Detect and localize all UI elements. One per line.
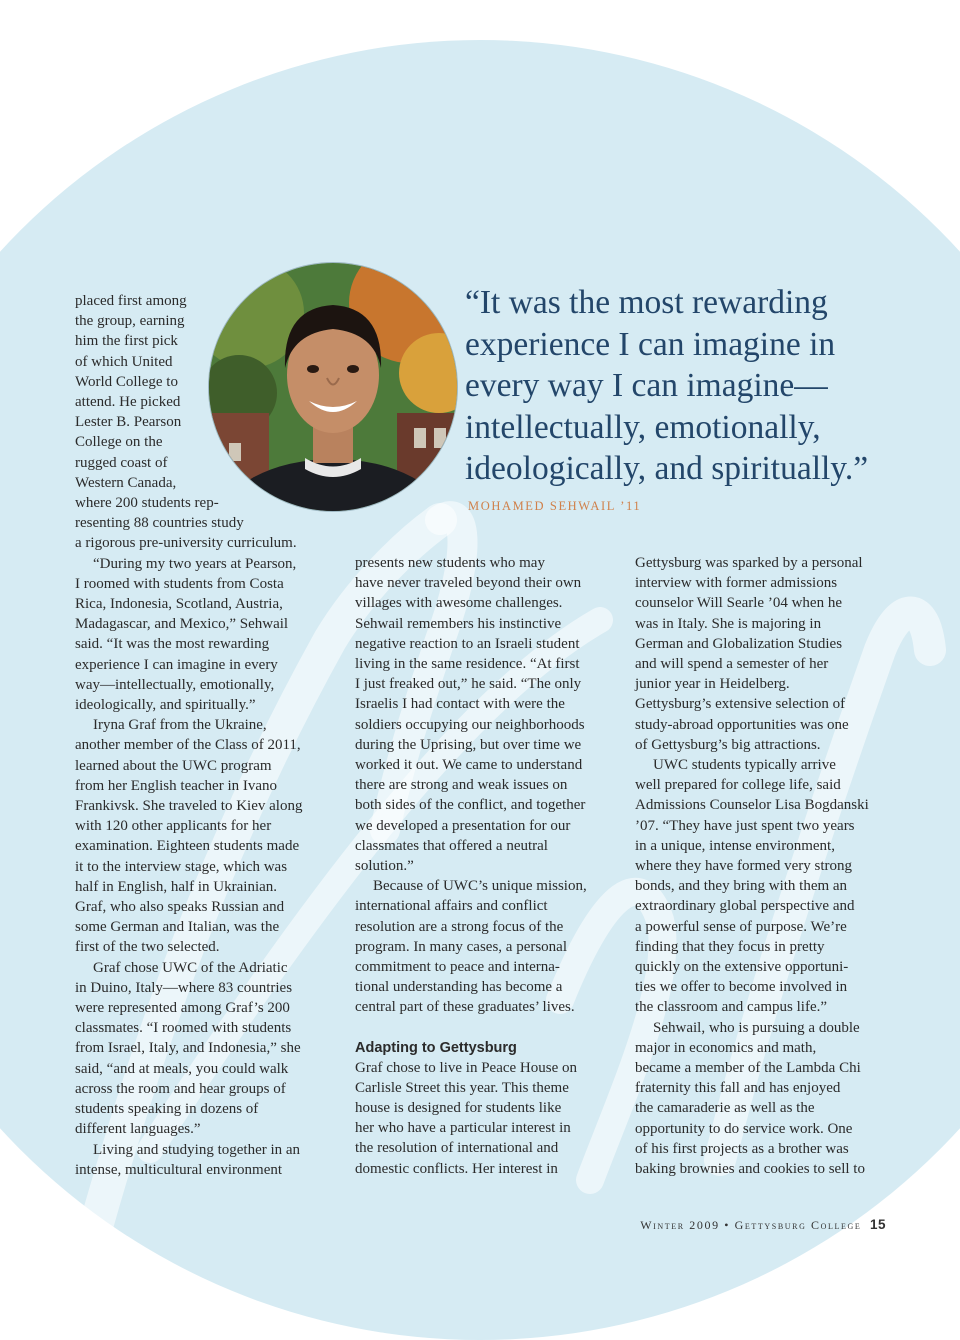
text-line: of his first projects as a brother was bbox=[635, 1140, 849, 1157]
text-line: bonds, and they bring with them an bbox=[635, 878, 848, 895]
column-3 bbox=[635, 553, 890, 1179]
text-line: another member of the Class of 2011, bbox=[75, 737, 301, 754]
text-line: placed first among bbox=[75, 293, 187, 309]
text-line: tional understanding has become a bbox=[355, 979, 563, 996]
text-line: her who have a particular interest in bbox=[355, 1120, 571, 1137]
text-line: UWC students typically arrive bbox=[653, 757, 836, 774]
text-line: the resolution of international and bbox=[355, 1140, 559, 1157]
text-line: opportunity to do service work. One bbox=[635, 1120, 853, 1137]
text-line: German and Globalization Studies bbox=[635, 635, 843, 652]
text-line: from Israel, Italy, and Indonesia,” she bbox=[75, 1040, 301, 1057]
text-line: worked it out. We came to understand bbox=[355, 757, 583, 774]
portrait-illustration bbox=[209, 263, 457, 511]
text-line: students speaking in dozens of bbox=[75, 1101, 259, 1118]
text-line: Gettysburg was sparked by a personal bbox=[635, 555, 863, 571]
text-line: junior year in Heidelberg. bbox=[635, 676, 790, 693]
text-line: counselor Will Searle ’04 when he bbox=[635, 595, 842, 612]
text-line: way—intellectually, emotionally, bbox=[75, 676, 275, 693]
text-line: in Duino, Italy—where 83 countries bbox=[75, 979, 293, 996]
text-line: baking brownies and cookies to sell to bbox=[635, 1161, 865, 1178]
column-1 bbox=[75, 493, 330, 1180]
text-line: domestic conflicts. Her interest in bbox=[355, 1160, 558, 1177]
text-line: presents new students who may bbox=[355, 555, 545, 571]
text-line: a rigorous pre-university curriculum. bbox=[75, 535, 297, 552]
text-line: Living and studying together in an bbox=[93, 1141, 301, 1158]
text-line: well prepared for college life, said bbox=[635, 777, 841, 794]
text-line: became a member of the Lambda Chi bbox=[635, 1060, 861, 1077]
text-line: it to the interview stage, which was bbox=[75, 858, 288, 875]
text-line: finding that they focus in pretty bbox=[635, 938, 825, 955]
text-line: Israelis I had contact with were the bbox=[355, 696, 565, 713]
column-2 bbox=[355, 553, 610, 1179]
pull-quote-line: ideologically, and spiritually.” bbox=[465, 450, 869, 487]
section-subhead: Adapting to Gettysburg bbox=[355, 1039, 517, 1056]
text-line: Lester B. Pearson bbox=[75, 414, 182, 431]
text-line: said, “and at meals, you could walk bbox=[75, 1060, 289, 1077]
text-line: with 120 other applicants for her bbox=[75, 818, 272, 835]
column-1-wrap bbox=[75, 291, 215, 493]
pull-quote-line: intellectually, emotionally, bbox=[465, 408, 821, 446]
text-line: both sides of the conflict, and together bbox=[355, 797, 586, 814]
page-footer bbox=[640, 1217, 886, 1233]
text-line: of Gettysburg’s big attractions. bbox=[635, 736, 821, 753]
text-line: Graf, who also speaks Russian and bbox=[75, 899, 285, 916]
text-line: ties we offer to become involved in bbox=[635, 979, 848, 996]
pull-quote-line: every way I can imagine— bbox=[465, 367, 828, 404]
text-line: Graf chose UWC of the Adriatic bbox=[93, 959, 288, 976]
text-line: central part of these graduates’ lives. bbox=[355, 999, 575, 1016]
text-line: half in English, half in Ukrainian. bbox=[75, 878, 278, 895]
text-line: Graf chose to live in Peace House on bbox=[355, 1059, 578, 1076]
text-line: said. “It was the most rewarding bbox=[75, 636, 270, 653]
text-line: rugged coast of bbox=[75, 454, 168, 471]
text-line: where 200 students rep- bbox=[75, 495, 219, 511]
text-line: resolution are a strong focus of the bbox=[355, 918, 564, 935]
text-line: house is designed for students like bbox=[355, 1100, 562, 1117]
text-line: study-abroad opportunities was one bbox=[635, 716, 849, 733]
text-line: in a unique, intense environment, bbox=[635, 837, 835, 854]
text-line: interview with former admissions bbox=[635, 575, 838, 592]
text-line: and will spend a semester of her bbox=[635, 656, 829, 673]
text-line: have never traveled beyond their own bbox=[355, 575, 582, 592]
text-line: resenting 88 countries study bbox=[75, 515, 244, 532]
text-line: was in Italy. She is majoring in bbox=[635, 615, 822, 632]
text-line: were represented among Graf’s 200 bbox=[75, 1000, 290, 1017]
text-line: attend. He picked bbox=[75, 394, 181, 411]
text-line: some German and Italian, was the bbox=[75, 919, 280, 936]
text-line: examination. Eighteen students made bbox=[75, 838, 300, 855]
page-number: 15 bbox=[869, 1217, 886, 1232]
text-line: Iryna Graf from the Ukraine, bbox=[93, 717, 267, 734]
text-line: where they have formed very strong bbox=[635, 858, 853, 875]
pull-quote-line: “It was the most rewarding bbox=[465, 284, 828, 321]
text-line: the group, earning bbox=[75, 313, 185, 330]
text-line: Carlisle Street this year. This theme bbox=[355, 1079, 569, 1096]
text-line: solution.” bbox=[355, 858, 414, 875]
text-line: Because of UWC’s unique mission, bbox=[373, 878, 587, 895]
text-line: ’07. “They have just spent two years bbox=[635, 817, 855, 834]
text-line: extraordinary global perspective and bbox=[635, 898, 855, 915]
text-line: “During my two years at Pearson, bbox=[93, 555, 297, 572]
text-line: Western Canada, bbox=[75, 474, 177, 491]
text-line: Sehwail remembers his instinctive bbox=[355, 615, 562, 632]
text-line: villages with awesome challenges. bbox=[355, 595, 563, 612]
text-line: from her English teacher in Ivano bbox=[75, 777, 278, 794]
text-line: quickly on the extensive opportuni- bbox=[635, 959, 849, 976]
text-line: Madagascar, and Mexico,” Sehwail bbox=[75, 616, 289, 633]
text-line: I roomed with students from Costa bbox=[75, 575, 284, 592]
portrait-photo bbox=[208, 262, 458, 512]
text-line: we developed a presentation for our bbox=[355, 817, 571, 834]
text-line: College on the bbox=[75, 434, 163, 451]
text-line: Admissions Counselor Lisa Bogdanski bbox=[635, 797, 869, 814]
text-line: the camaraderie as well as the bbox=[635, 1100, 815, 1117]
text-line: a powerful sense of purpose. We’re bbox=[635, 918, 847, 935]
text-line: Frankivsk. She traveled to Kiev along bbox=[75, 798, 303, 815]
text-line: living in the same residence. “At first bbox=[355, 656, 580, 673]
text-line: major in economics and math, bbox=[635, 1039, 817, 1056]
text-line: fraternity this fall and has enjoyed bbox=[635, 1080, 841, 1097]
text-line: Gettysburg’s extensive selection of bbox=[635, 696, 846, 713]
text-line: learned about the UWC program bbox=[75, 757, 272, 774]
text-line: classmates that offered a neutral bbox=[355, 837, 548, 854]
footer-issue: Winter 2009 • Gettysburg College bbox=[640, 1218, 862, 1232]
text-line: the classroom and campus life.” bbox=[635, 999, 828, 1016]
text-line: across the room and hear groups of bbox=[75, 1080, 286, 1097]
pull-quote-attribution: MOHAMED SEHWAIL ’11 bbox=[468, 499, 642, 513]
text-line: experience I can imagine in every bbox=[75, 656, 278, 673]
pull-quote bbox=[465, 282, 925, 490]
text-line: I just freaked out,” he said. “The only bbox=[355, 676, 582, 693]
text-line: commitment to peace and interna- bbox=[355, 959, 560, 976]
text-line: intense, multicultural environment bbox=[75, 1161, 283, 1178]
text-line: during the Uprising, but over time we bbox=[355, 736, 582, 753]
text-line: him the first pick bbox=[75, 333, 178, 350]
text-line: Rica, Indonesia, Scotland, Austria, bbox=[75, 596, 283, 613]
text-line: of which United bbox=[75, 353, 173, 370]
text-line: World College to bbox=[75, 373, 178, 390]
text-line: classmates. “I roomed with students bbox=[75, 1020, 292, 1037]
pull-quote-line: experience I can imagine in bbox=[465, 325, 836, 363]
text-line: international affairs and conflict bbox=[355, 898, 548, 915]
text-line: first of the two selected. bbox=[75, 939, 220, 956]
text-line: program. In many cases, a personal bbox=[355, 938, 568, 955]
text-line: ideologically, and spiritually.” bbox=[75, 697, 256, 714]
text-line: soldiers occupying our neighborhoods bbox=[355, 716, 585, 733]
text-line: negative reaction to an Israeli student bbox=[355, 635, 580, 652]
text-line: there are strong and weak issues on bbox=[355, 777, 568, 794]
text-line: Sehwail, who is pursuing a double bbox=[653, 1019, 860, 1036]
text-line: different languages.” bbox=[75, 1121, 201, 1138]
